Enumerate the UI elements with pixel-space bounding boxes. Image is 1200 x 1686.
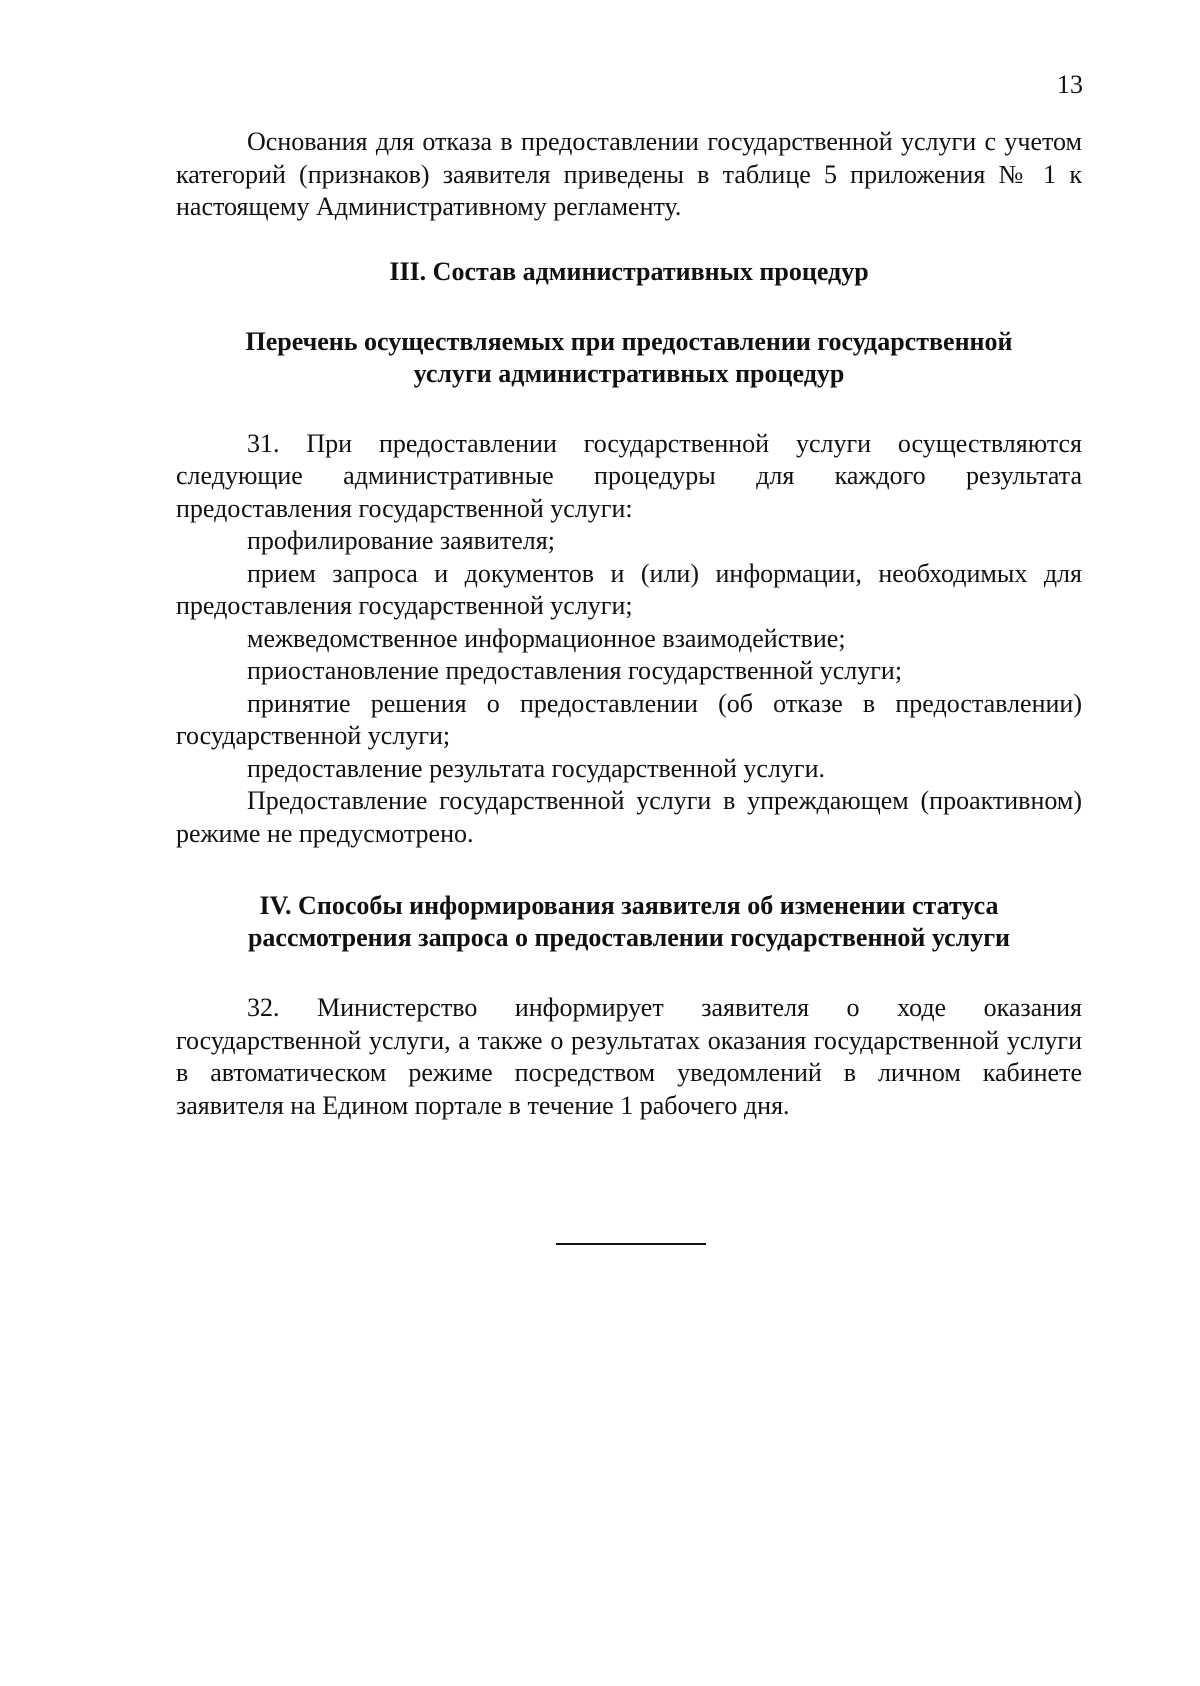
section-4-title-line-2: рассмотрения запроса о предоставлении государственной услуги bbox=[247, 923, 1011, 952]
procedure-item-1: профилирование заявителя; bbox=[247, 526, 555, 555]
end-divider-line bbox=[556, 1243, 706, 1245]
document-body bbox=[176, 126, 1082, 1122]
procedure-item-3: межведомственное информационное взаимодействие; bbox=[247, 623, 846, 653]
procedure-item-4: приостановление предоставления государственной услуги; bbox=[247, 656, 903, 685]
item-31-intro: 31. При предоставлении государственной услуги осуществляются следующие административные процедуры для каждого результата предоставления государственной услуги: bbox=[176, 428, 1082, 523]
item-32: 32. Министерство информирует заявителя о ходе оказания государственной услуги, а также о результатах оказания государственной услуги в автоматическом режиме посредством уведомлений в личном кабинете заявителя на Едином портале в течение 1 рабочего дня. bbox=[176, 993, 1082, 1120]
section-3-title: III. Состав административных процедур bbox=[389, 256, 869, 286]
proactive-mode-note: Предоставление государственной услуги в упреждающем (проактивном) режиме не предусмотрено. bbox=[176, 786, 1082, 848]
section-4-title-line-1: IV. Способы информирования заявителя об изменении статуса bbox=[259, 891, 999, 920]
section-3-subtitle bbox=[176, 326, 1082, 390]
procedure-item-6: предоставление результата государственной услуги. bbox=[247, 753, 826, 783]
page-number: 13 bbox=[1057, 70, 1083, 99]
procedure-item-2: прием запроса и документов и (или) информации, необходимых для предоставления государственной услуги; bbox=[176, 558, 1082, 620]
procedure-item-5: принятие решения о предоставлении (об отказе в предоставлении) государственной услуги; bbox=[176, 688, 1082, 750]
paragraph-refusal-grounds: Основания для отказа в предоставлении государственной услуги с учетом категорий (признаков) заявителя приведены в таблице 5 приложения № 1 к настоящему Административному регламенту. bbox=[176, 127, 1082, 221]
section-3-subtitle-line-1: Перечень осуществляемых при предоставлении государственной bbox=[245, 326, 1013, 356]
section-4-title bbox=[176, 890, 1082, 954]
section-3-subtitle-line-2: услуги административных процедур bbox=[413, 358, 845, 388]
